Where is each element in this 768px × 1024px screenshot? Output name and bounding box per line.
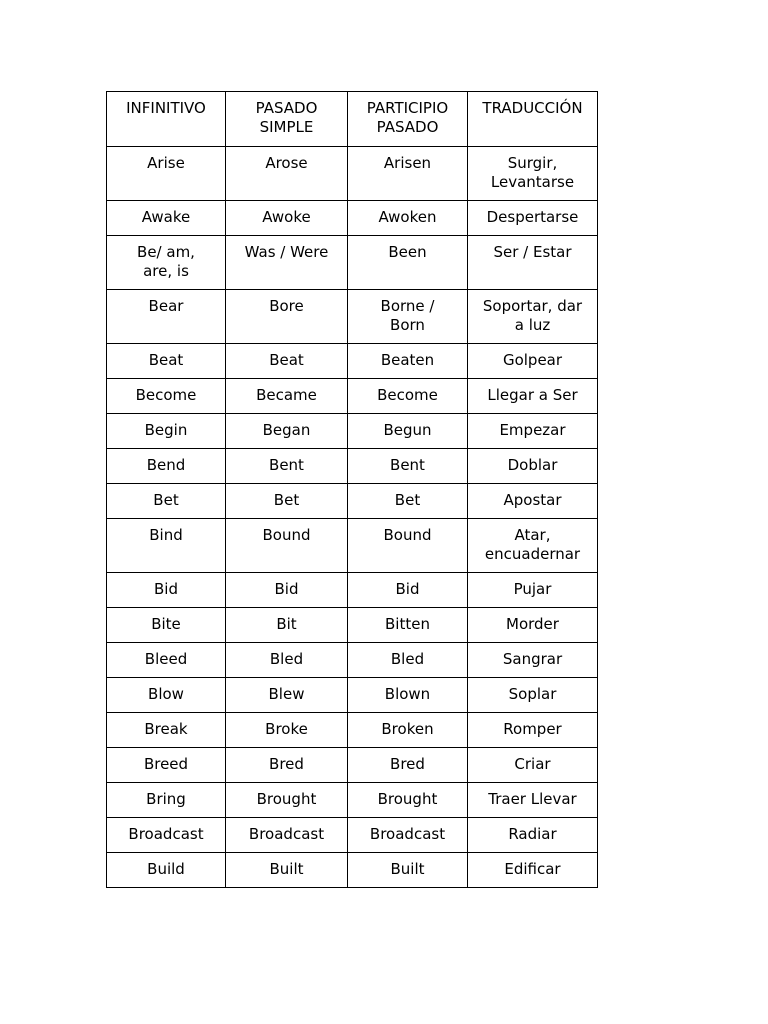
past-simple-cell: Bet [226,484,348,519]
translation-cell: Llegar a Ser [468,379,598,414]
translation-cell: Doblar [468,449,598,484]
past-participle-cell: Arisen [348,147,468,201]
past-simple-cell: Bred [226,748,348,783]
past-participle-cell: Borne / Born [348,290,468,344]
table-row [107,147,598,201]
infinitive-cell: Beat [107,344,226,379]
table-row [107,748,598,783]
past-participle-cell: Begun [348,414,468,449]
translation-cell: Criar [468,748,598,783]
past-participle-cell: Brought [348,783,468,818]
translation-cell: Pujar [468,573,598,608]
past-participle-cell: Bitten [348,608,468,643]
translation-cell: Sangrar [468,643,598,678]
past-simple-cell: Blew [226,678,348,713]
past-simple-cell: Bound [226,519,348,573]
past-participle-cell: Beaten [348,344,468,379]
infinitive-cell: Begin [107,414,226,449]
translation-cell: Ser / Estar [468,236,598,290]
infinitive-cell: Blow [107,678,226,713]
table-row [107,290,598,344]
infinitive-cell: Break [107,713,226,748]
infinitive-cell: Bear [107,290,226,344]
infinitive-cell: Awake [107,201,226,236]
past-simple-cell: Awoke [226,201,348,236]
past-participle-cell: Bred [348,748,468,783]
header-pasado-simple: PASADO SIMPLE [226,92,348,147]
infinitive-cell: Bet [107,484,226,519]
table-row [107,344,598,379]
table-row [107,783,598,818]
table-row [107,818,598,853]
translation-cell: Soportar, dar a luz [468,290,598,344]
infinitive-cell: Bring [107,783,226,818]
infinitive-cell: Build [107,853,226,888]
table-row [107,449,598,484]
header-traduccion: TRADUCCIÓN [468,92,598,147]
past-simple-cell: Beat [226,344,348,379]
irregular-verbs-table [106,91,598,888]
past-participle-cell: Bound [348,519,468,573]
infinitive-cell: Arise [107,147,226,201]
past-simple-cell: Brought [226,783,348,818]
translation-cell: Romper [468,713,598,748]
past-simple-cell: Bore [226,290,348,344]
infinitive-cell: Breed [107,748,226,783]
past-simple-cell: Began [226,414,348,449]
table-row [107,713,598,748]
past-participle-cell: Broken [348,713,468,748]
table-row [107,643,598,678]
infinitive-cell: Bind [107,519,226,573]
translation-cell: Golpear [468,344,598,379]
past-participle-cell: Bid [348,573,468,608]
translation-cell: Traer Llevar [468,783,598,818]
past-participle-cell: Bet [348,484,468,519]
past-participle-cell: Become [348,379,468,414]
past-simple-cell: Built [226,853,348,888]
infinitive-cell: Broadcast [107,818,226,853]
header-participio-pasado: PARTICIPIO PASADO [348,92,468,147]
past-simple-cell: Broadcast [226,818,348,853]
past-participle-cell: Broadcast [348,818,468,853]
infinitive-cell: Bid [107,573,226,608]
table-row [107,678,598,713]
table-row [107,414,598,449]
past-simple-cell: Bent [226,449,348,484]
table-row [107,484,598,519]
translation-cell: Despertarse [468,201,598,236]
past-simple-cell: Bit [226,608,348,643]
infinitive-cell: Become [107,379,226,414]
header-row [107,92,598,147]
table-row [107,379,598,414]
table-row [107,853,598,888]
past-simple-cell: Bid [226,573,348,608]
translation-cell: Soplar [468,678,598,713]
translation-cell: Edificar [468,853,598,888]
translation-cell: Surgir, Levantarse [468,147,598,201]
table-header [107,92,598,147]
translation-cell: Atar, encuadernar [468,519,598,573]
infinitive-cell: Be/ am, are, is [107,236,226,290]
past-participle-cell: Built [348,853,468,888]
infinitive-cell: Bend [107,449,226,484]
translation-cell: Radiar [468,818,598,853]
table-row [107,236,598,290]
past-participle-cell: Bled [348,643,468,678]
infinitive-cell: Bleed [107,643,226,678]
table-row [107,201,598,236]
past-participle-cell: Bent [348,449,468,484]
translation-cell: Empezar [468,414,598,449]
table-body [107,147,598,888]
table-row [107,519,598,573]
past-simple-cell: Arose [226,147,348,201]
header-infinitivo: INFINITIVO [107,92,226,147]
table-row [107,573,598,608]
infinitive-cell: Bite [107,608,226,643]
past-simple-cell: Was / Were [226,236,348,290]
past-simple-cell: Broke [226,713,348,748]
past-participle-cell: Been [348,236,468,290]
table-row [107,608,598,643]
past-simple-cell: Bled [226,643,348,678]
past-participle-cell: Blown [348,678,468,713]
past-participle-cell: Awoken [348,201,468,236]
past-simple-cell: Became [226,379,348,414]
translation-cell: Apostar [468,484,598,519]
translation-cell: Morder [468,608,598,643]
